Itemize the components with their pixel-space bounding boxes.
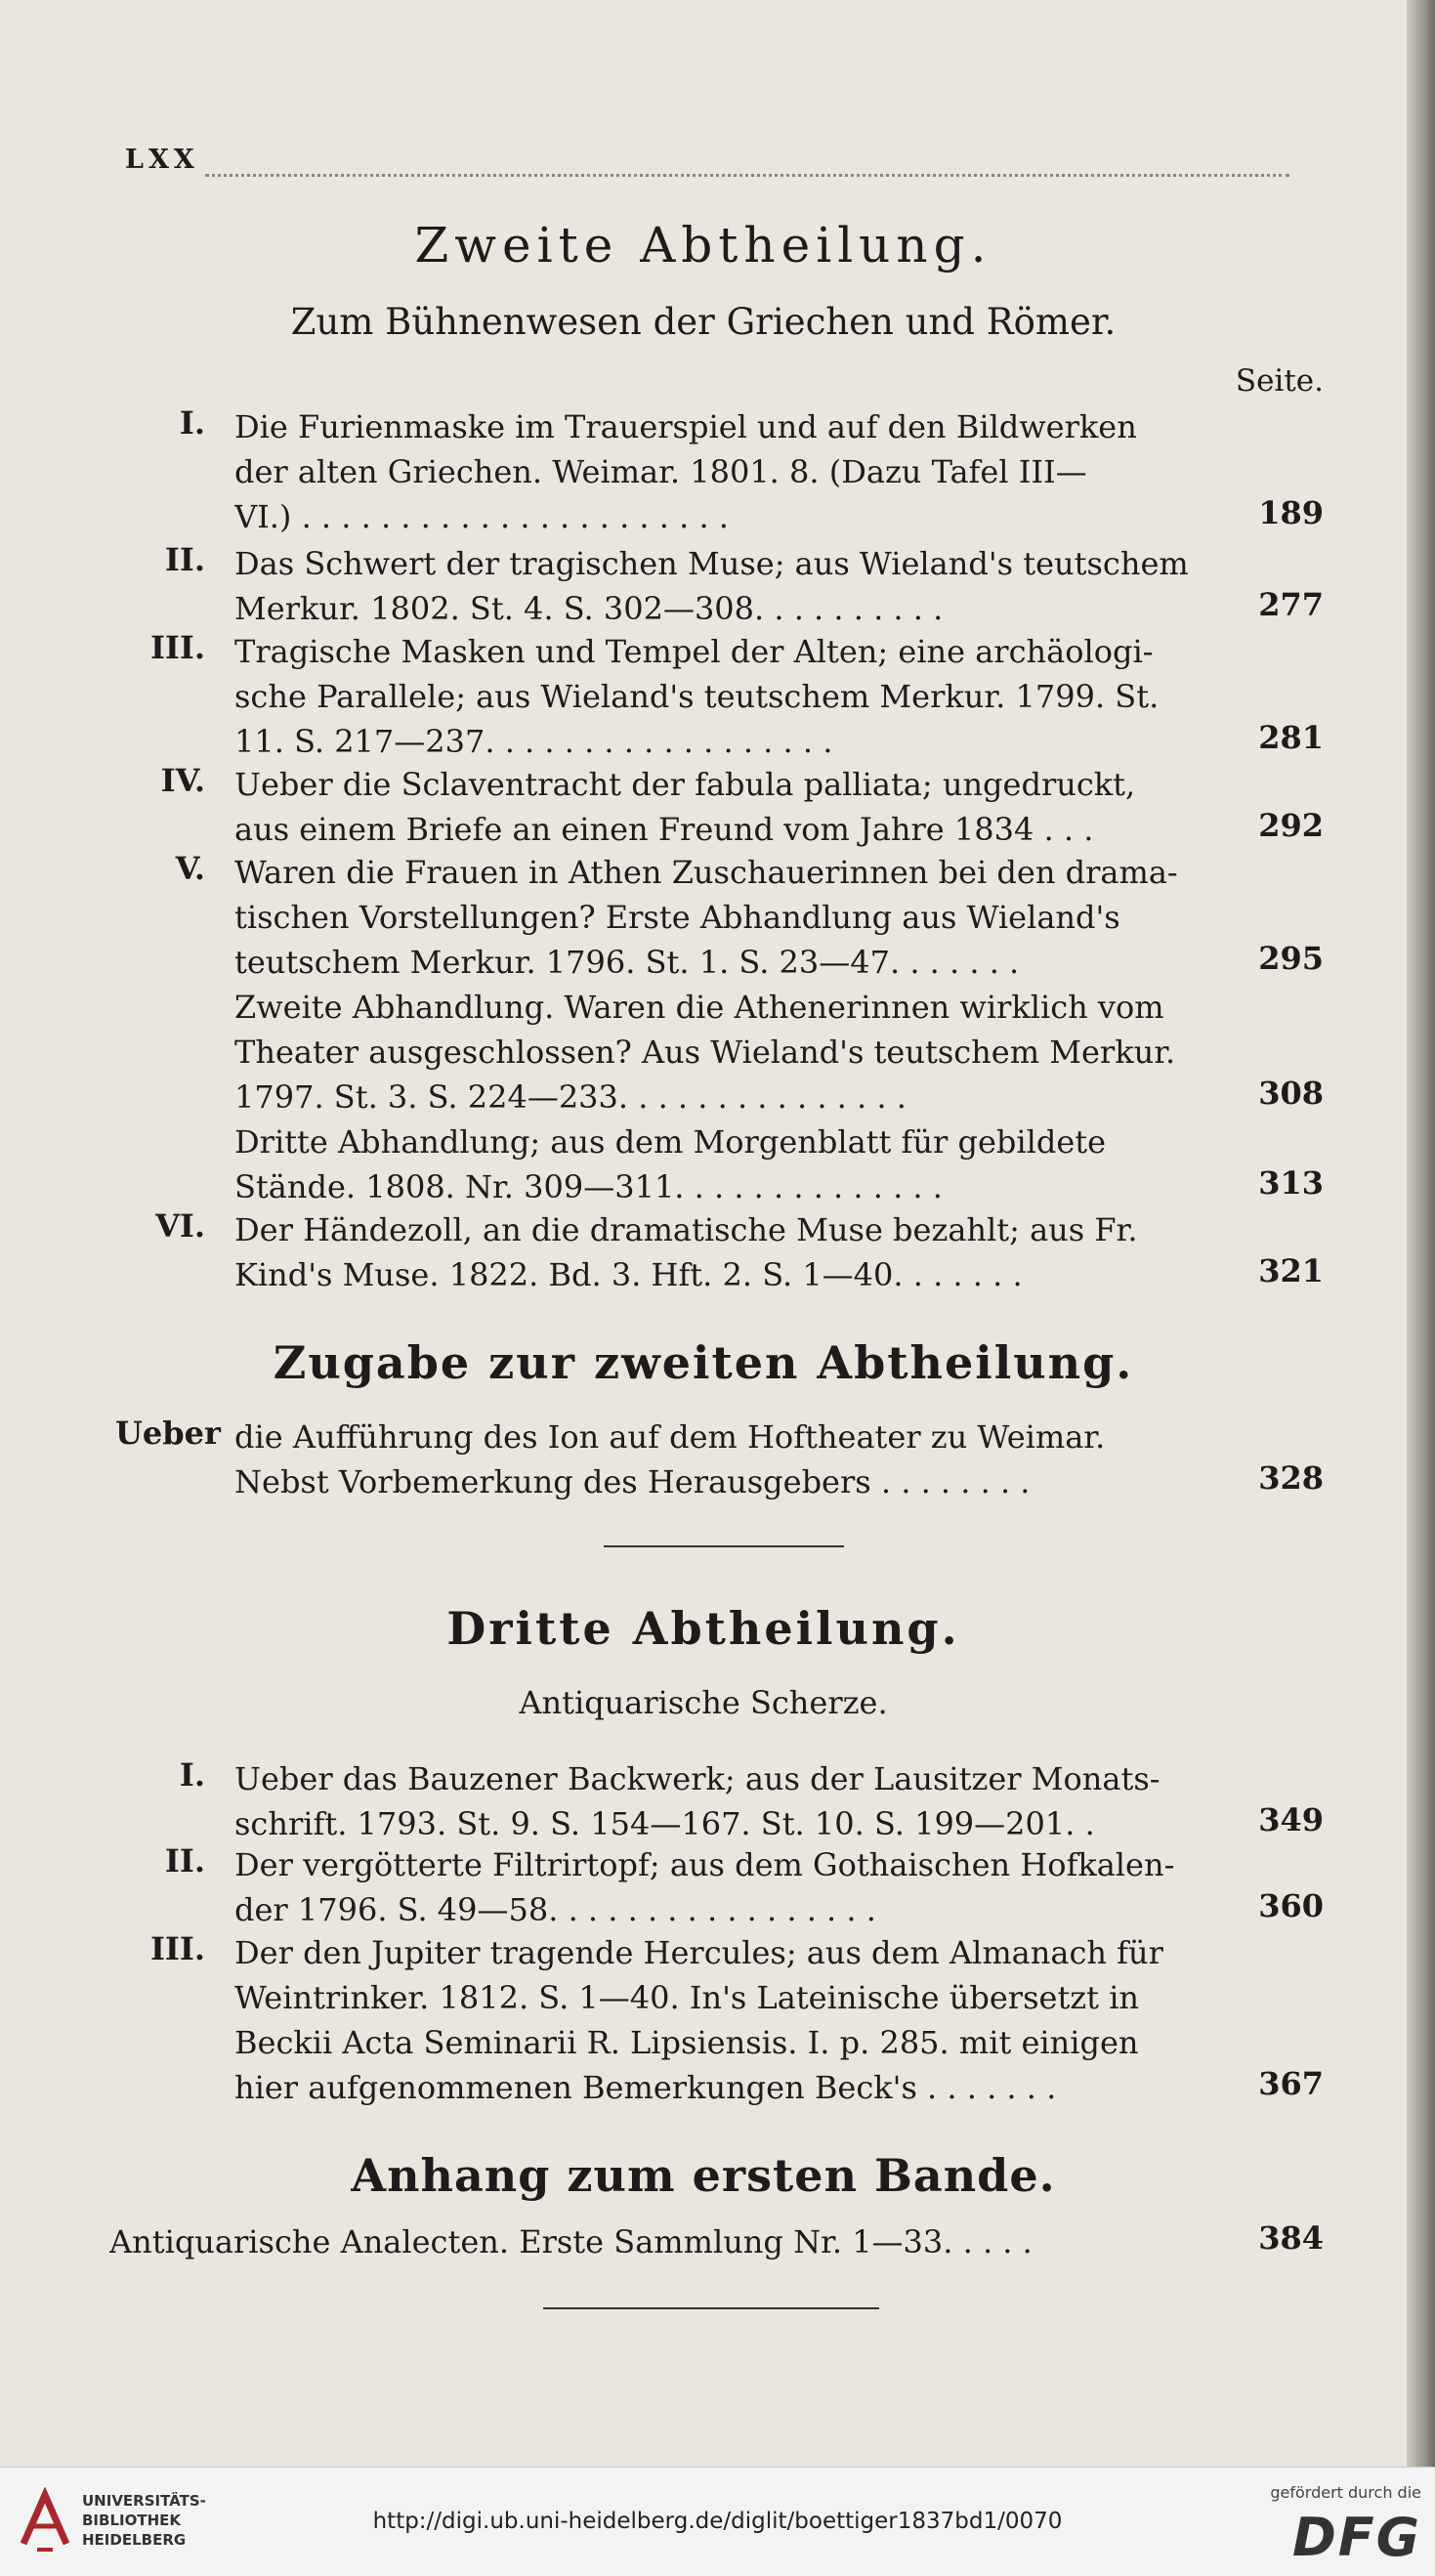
section2-entry-page: 321	[1258, 1252, 1324, 1289]
section2-entry-line: tischen Vorstellungen? Erste Abhandlung aus Wieland's	[234, 899, 1120, 936]
section2-entry-number: II.	[164, 541, 205, 578]
section3-entry-number: I.	[179, 1756, 205, 1794]
section2-entry-number: VI.	[155, 1207, 205, 1245]
section2-entry-line: Kind's Muse. 1822. Bd. 3. Hft. 2. S. 1—40. . . . . . .	[234, 1256, 1023, 1293]
section3-entry-line: Beckii Acta Seminarii R. Lipsiensis. I. p. 285. mit einigen	[234, 2024, 1139, 2061]
page-edge	[1407, 0, 1435, 2467]
section2-entry-line: Tragische Masken und Tempel der Alten; eine archäologi-	[234, 633, 1154, 670]
logo-line-1: UNIVERSITÄTS-	[82, 2492, 206, 2510]
anhang-title: Anhang zum ersten Bande.	[351, 2149, 1056, 2202]
divider-rule	[604, 1545, 844, 1547]
section3-entry-number: III.	[149, 1930, 205, 1967]
zugabe-page: 328	[1258, 1459, 1324, 1497]
zugabe-lead: Ueber	[115, 1415, 221, 1452]
section3-subtitle: Antiquarische Scherze.	[519, 1684, 888, 1721]
logo-line-3: HEIDELBERG	[82, 2531, 187, 2549]
end-rule	[543, 2307, 879, 2309]
section2-title: Zweite Abtheilung.	[414, 217, 992, 274]
section2-entry-page: 277	[1258, 586, 1324, 623]
section2-entry-line: aus einem Briefe an einen Freund vom Jahre 1834 . . .	[234, 811, 1094, 848]
section3-entry-line: der 1796. S. 49—58. . . . . . . . . . . . . . . . .	[234, 1891, 876, 1928]
funder-note: gefördert durch die	[1270, 2483, 1421, 2502]
section3-entry-line: Weintrinker. 1812. S. 1—40. In's Lateinische übersetzt in	[234, 1979, 1140, 2016]
section2-entry-line: Stände. 1808. Nr. 309—311. . . . . . . . . . . . . .	[234, 1168, 943, 1205]
section2-entry-line: sche Parallele; aus Wieland's teutschem Merkur. 1799. St.	[234, 678, 1160, 715]
section2-entry-line: Der Händezoll, an die dramatische Muse bezahlt; aus Fr.	[234, 1211, 1138, 1248]
section2-subtitle: Zum Bühnenwesen der Griechen und Römer.	[290, 301, 1117, 343]
section2-entry-line: teutschem Merkur. 1796. St. 1. S. 23—47. . . . . . .	[234, 944, 1020, 981]
section3-entry-line: Der den Jupiter tragende Hercules; aus dem Almanach für	[234, 1934, 1163, 1971]
section2-entry-number: IV.	[160, 762, 205, 799]
section2-entry-page: 189	[1258, 494, 1324, 531]
anhang-page: 384	[1258, 2219, 1324, 2257]
section3-entry-line: hier aufgenommenen Bemerkungen Beck's . . . . . . .	[234, 2069, 1057, 2106]
seite-label: Seite.	[1235, 363, 1324, 399]
section2-entry-line: Dritte Abhandlung; aus dem Morgenblatt für gebildete	[234, 1123, 1107, 1161]
section2-entry-number: III.	[149, 629, 205, 666]
section2-entry-page: 292	[1258, 807, 1324, 844]
section2-entry-line: 1797. St. 3. S. 224—233. . . . . . . . . . . . . . .	[234, 1078, 907, 1116]
zugabe-title: Zugabe zur zweiten Abtheilung.	[273, 1336, 1134, 1389]
page-number: LXX	[125, 145, 199, 175]
anhang-line: Antiquarische Analecten. Erste Sammlung Nr. 1—33. . . . .	[109, 2223, 1033, 2260]
section3-title: Dritte Abtheilung.	[446, 1602, 960, 1655]
zugabe-line-1: die Aufführung des Ion auf dem Hoftheater zu Weimar.	[234, 1418, 1106, 1456]
section2-entry-number: V.	[175, 850, 205, 887]
zugabe-line-2: Nebst Vorbemerkung des Herausgebers . . . . . . . .	[234, 1463, 1031, 1500]
viewer-footer	[0, 2467, 1435, 2576]
section2-entry-number: I.	[179, 404, 205, 442]
dfg-logo: DFG	[1291, 2507, 1421, 2568]
section2-entry-page: 295	[1258, 940, 1324, 977]
section2-entry-line: der alten Griechen. Weimar. 1801. 8. (Dazu Tafel III—	[234, 453, 1087, 490]
section2-entry-page: 313	[1258, 1164, 1324, 1202]
section3-entry-line: Ueber das Bauzener Backwerk; aus der Lausitzer Monats-	[234, 1760, 1161, 1797]
section2-entry-line: Ueber die Sclaventracht der fabula palliata; ungedruckt,	[234, 766, 1136, 803]
section2-entry-line: Zweite Abhandlung. Waren die Athenerinnen wirklich vom	[234, 989, 1164, 1026]
section3-entry-page: 349	[1258, 1801, 1324, 1838]
section2-entry-line: Merkur. 1802. St. 4. S. 302—308. . . . . . . . . .	[234, 590, 944, 627]
section2-entry-line: Die Furienmaske im Trauerspiel und auf den Bildwerken	[234, 408, 1137, 445]
logo-line-2: BIBLIOTHEK	[82, 2512, 181, 2529]
document-url[interactable]: http://digi.ub.uni-heidelberg.de/diglit/boettiger1837bd1/0070	[372, 2509, 1063, 2534]
section2-entry-line: VI.) . . . . . . . . . . . . . . . . . . . . . .	[234, 498, 729, 535]
section3-entry-page: 367	[1258, 2065, 1324, 2102]
section2-entry-line: Waren die Frauen in Athen Zuschauerinnen bei den drama-	[234, 854, 1178, 891]
section3-entry-line: schrift. 1793. St. 9. S. 154—167. St. 10. S. 199—201. .	[234, 1805, 1095, 1842]
section2-entry-line: Theater ausgeschlossen? Aus Wieland's teutschem Merkur.	[234, 1034, 1176, 1071]
section3-entry-number: II.	[164, 1842, 205, 1879]
section2-entry-line: Das Schwert der tragischen Muse; aus Wieland's teutschem	[234, 545, 1189, 582]
section2-entry-line: 11. S. 217—237. . . . . . . . . . . . . . . . . .	[234, 723, 833, 760]
header-rule	[205, 174, 1289, 177]
section2-entry-page: 308	[1258, 1075, 1324, 1112]
section3-entry-line: Der vergötterte Filtrirtopf; aus dem Gothaischen Hofkalen-	[234, 1846, 1175, 1883]
section2-entry-page: 281	[1258, 719, 1324, 756]
section3-entry-page: 360	[1258, 1887, 1324, 1924]
